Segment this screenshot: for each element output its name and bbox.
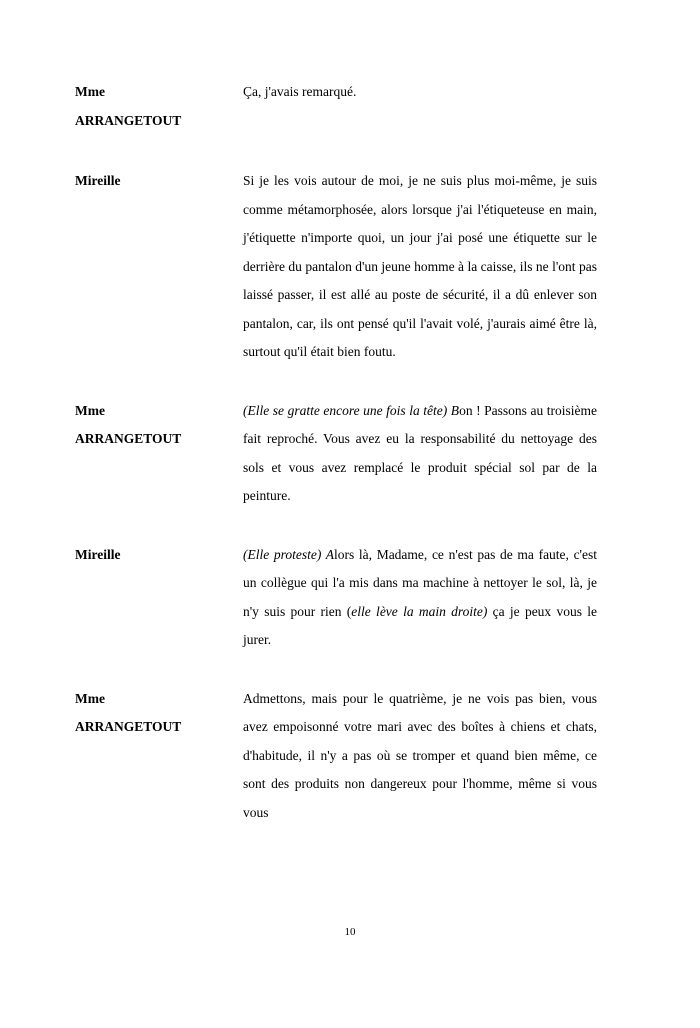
speech-text: [243, 397, 597, 511]
speech-block: [75, 397, 597, 511]
speech-text: [243, 167, 597, 367]
speaker-name-line: Mireille: [75, 173, 121, 188]
speech-block: [75, 685, 597, 828]
stage-direction: elle lève la main droite): [351, 603, 488, 619]
speaker-name-line: ARRANGETOUT: [75, 112, 182, 128]
speaker-name: [75, 685, 243, 742]
speaker-name-line: Mme: [75, 402, 105, 418]
text-segment: Ça, j'avais remarqué.: [243, 84, 357, 99]
speech-text: [243, 541, 597, 655]
speech-paragraph: [243, 685, 597, 828]
speaker-name-line: ARRANGETOUT: [75, 719, 182, 734]
speaker-name: [75, 78, 243, 135]
text-segment: lors là, Madame, ce n'est pas de ma faute, c'est un collègue qui l'a mis dans ma machine à nettoyer le sol, là, je n'y suis pour rien (: [243, 546, 597, 619]
text-segment: on ! Passons au troisième fait reproché. Vous avez eu la responsabilité du nettoyage des sols et vous avez remplacé le produit spécial sol par de la peinture.: [243, 402, 597, 503]
speech-paragraph: [243, 167, 597, 367]
speech-paragraph: [243, 541, 597, 655]
speech-text: [243, 78, 597, 107]
speech-block: [75, 78, 597, 135]
script-body: [75, 78, 597, 827]
text-segment: Admettons, mais pour le quatrième, je ne vois pas bien, vous avez empoisonné votre mari avec des boîtes à chiens et chats, d'habitude, il n'y a pas où se tromper et quand bien même, ce sont des produits non dangereux pour l'homme, même si vous vous: [243, 690, 597, 820]
stage-direction: (Elle se gratte encore une fois la tête) B: [243, 402, 460, 418]
speaker-name: [75, 541, 243, 570]
speaker-name: [75, 397, 243, 454]
speaker-name-line: Mme: [75, 84, 105, 99]
speech-block: [75, 541, 597, 655]
speaker-name-line: Mireille: [75, 546, 121, 562]
speaker-name-line: Mme: [75, 690, 105, 706]
text-segment: ça je peux vous le jurer.: [243, 603, 597, 647]
stage-direction: (Elle proteste) A: [243, 546, 335, 562]
speaker-name: [75, 167, 243, 196]
speech-paragraph: [243, 397, 597, 511]
speaker-name-line: ARRANGETOUT: [75, 431, 182, 446]
speech-text: [243, 685, 597, 828]
speech-block: [75, 167, 597, 367]
text-segment: Si je les vois autour de moi, je ne suis plus moi-même, je suis comme métamorphosée, alors lorsque j'ai l'étiqueteuse en main, j'étiquette n'importe quoi, un jour j'ai posé une étiquette sur le derrière du pantalon d'un jeune homme à la caisse, ils ne l'ont pas laissé passer, il est allé au poste de sécurité, il a dû enlever son pantalon, car, ils ont pensé qu'il l'avait volé, j'aurais aimé être là, surtout qu'il était bien foutu.: [243, 173, 597, 359]
page-number: 10: [344, 926, 356, 938]
speech-paragraph: [243, 78, 597, 107]
